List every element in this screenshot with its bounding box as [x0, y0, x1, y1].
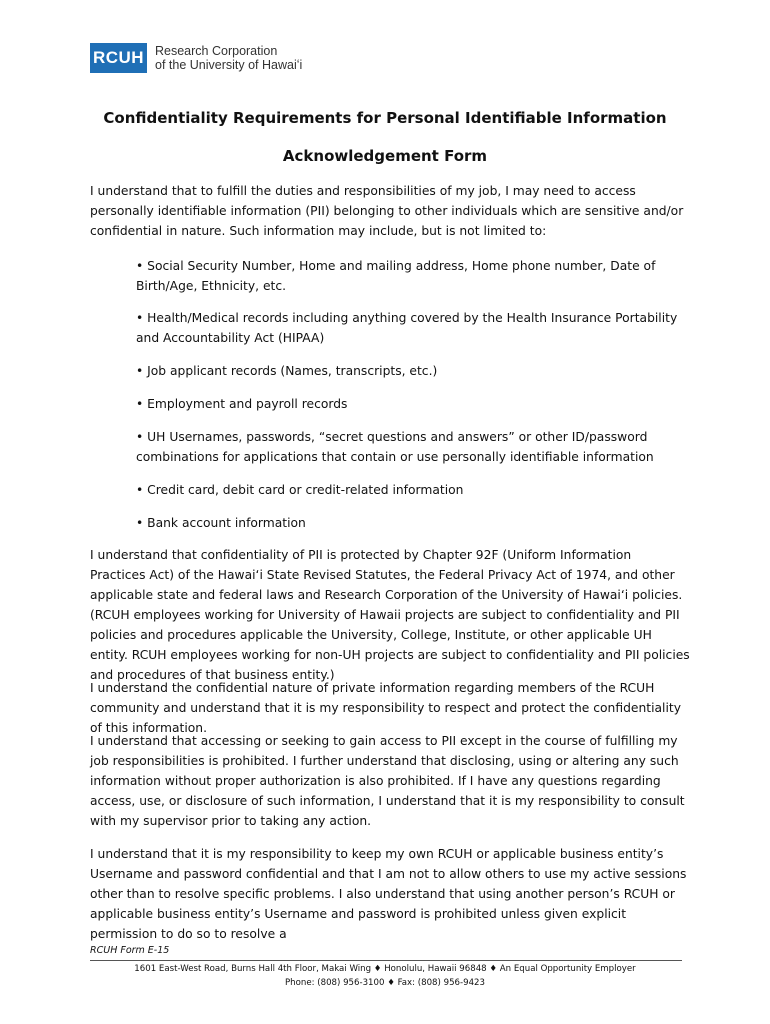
bullet-item: • Health/Medical records including anything covered by the Health Insurance Portability and Accountability Act (HIPAA) — [136, 311, 678, 345]
intro-paragraph: I understand that to fulfill the duties and responsibilities of my job, I may need to access personally identifiable information (PII) belonging to other individuals which are sensitive and/or confidential in nature. Such information may include, but is not limited to: — [90, 184, 684, 238]
bullet-item: • Credit card, debit card or credit-related information — [136, 483, 464, 497]
bullet-item: • UH Usernames, passwords, “secret questions and answers” or other ID/password combinations for applications that contain or use personally identifiable information — [136, 430, 654, 464]
footer-address: 1601 East-West Road, Burns Hall 4th Floor, Makai Wing ♦ Honolulu, Hawaii 96848 ♦ An Equal Opportunity Employer — [134, 964, 636, 974]
org-name-line2: of the University of Hawaiʻi — [155, 58, 303, 72]
logo-mark: RCUH — [90, 43, 147, 73]
body-paragraph: I understand that it is my responsibility to keep my own RCUH or applicable business entity’s Username and password confidential and that I am not to allow others to use my active sessions other than to resolve specific problems. I also understand that using another person’s RCUH or applicable business entity’s Username and password is prohibited unless given explicit permission to do so to resolve a — [90, 847, 687, 941]
body-paragraph: I understand that confidentiality of PII is protected by Chapter 92F (Uniform Information Practices Act) of the Hawaiʻi State Revised Statutes, the Federal Privacy Act of 1974, and other applicable state and federal laws and Research Corporation of the University of Hawaiʻi policies. (RCUH employees working for University of Hawaii projects are subject to confidentiality and PII policies and procedures applicable the University, College, Institute, or other applicable UH entity. RCUH employees working for non-UH projects are subject to confidentiality and PII policies and procedures of that business entity.) — [90, 548, 690, 682]
bullet-item: • Social Security Number, Home and mailing address, Home phone number, Date of Birth/Age, Ethnicity, etc. — [136, 259, 656, 293]
bullet-item: • Job applicant records (Names, transcripts, etc.) — [136, 364, 438, 378]
footer-contact: Phone: (808) 956-3100 ♦ Fax: (808) 956-9423 — [285, 978, 485, 988]
bullet-item: • Employment and payroll records — [136, 397, 348, 411]
document-subtitle: Acknowledgement Form — [282, 147, 488, 165]
rcuh-logo — [90, 43, 302, 73]
footer-divider — [90, 960, 682, 961]
org-name-line1: Research Corporation — [155, 44, 278, 58]
form-id: RCUH Form E-15 — [90, 945, 170, 956]
body-paragraph: I understand that accessing or seeking to gain access to PII except in the course of fulfilling my job responsibilities is prohibited. I further understand that disclosing, using or altering any such information without proper authorization is also prohibited. If I have any questions regarding access, use, or disclosure of such information, I understand that it is my responsibility to consult with my supervisor prior to taking any action. — [90, 734, 685, 828]
org-name — [155, 44, 302, 72]
document-title: Confidentiality Requirements for Personal Identifiable Information — [103, 109, 667, 127]
bullet-item: • Bank account information — [136, 516, 306, 530]
body-paragraph: I understand the confidential nature of private information regarding members of the RCUH community and understand that it is my responsibility to respect and protect the confidentiality of this information. — [90, 681, 681, 735]
